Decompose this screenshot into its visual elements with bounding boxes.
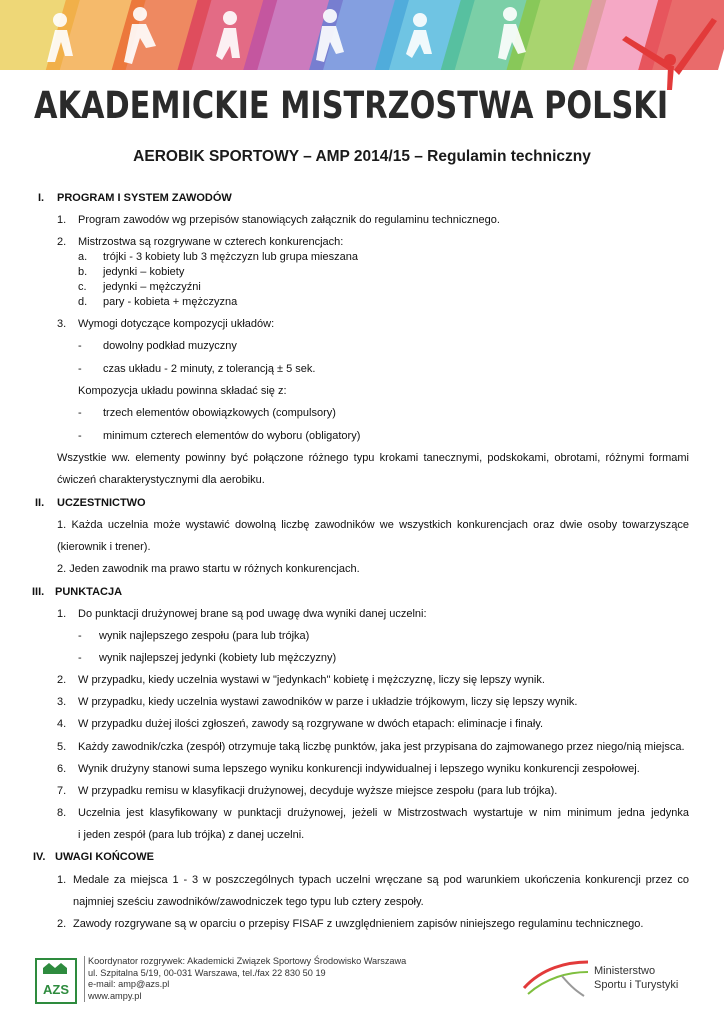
list-item: W przypadku remisu w klasyfikacji drużynowej, decyduje wyższe miejsce zespołu (para lub trójka). — [78, 785, 558, 797]
list-item: i jeden zespół (para lub trójka) z danej uczelni. — [78, 829, 305, 841]
section-title: UWAGI KOŃCOWE — [55, 851, 154, 863]
item-number: 6. — [57, 763, 67, 775]
item-number: 3. — [57, 318, 67, 330]
list-item: Do punktacji drużynowej brane są pod uwagę dwa wyniki danej uczelni: — [78, 608, 427, 620]
footer-email[interactable]: e-mail: amp@azs.pl — [88, 979, 170, 989]
list-item: Mistrzostwa są rozgrywane w czterech konkurencjach: — [78, 236, 344, 248]
item-number: 2. — [57, 236, 67, 248]
bullet-dash: - — [78, 630, 82, 642]
section-title: PUNKTACJA — [55, 586, 123, 598]
list-item: Medale za miejsca 1 - 3 w poszczególnych typach uczelni wręczane są pod warunkiem ukończenia konkurencji przez co — [73, 874, 689, 886]
footer-contact — [88, 956, 406, 1002]
item-number: 3. — [57, 696, 67, 708]
item-number: 1. — [57, 608, 67, 620]
item-number: 2. — [57, 918, 67, 930]
list-item: Uczelnia jest klasyfikowany w punktacji drużynowej, jeżeli w Mistrzostwach wystartuje w nim minimum jedna jedynka — [78, 807, 689, 819]
section-number: II. — [35, 497, 45, 509]
list-item: Wymogi dotyczące kompozycji układów: — [78, 318, 275, 330]
azs-logo-icon — [35, 958, 77, 1004]
list-item: trójki - 3 kobiety lub 3 mężczyzn lub grupa mieszana — [103, 251, 358, 263]
ministry-line-2: Sportu i Turystyki — [594, 979, 679, 991]
ministry-logo-icon — [522, 958, 592, 998]
list-item: minimum czterech elementów do wyboru (obligatory) — [103, 430, 361, 442]
ministry-name — [594, 964, 678, 992]
item-number: 1. — [57, 214, 67, 226]
item-letter: a. — [78, 251, 88, 263]
item-letter: d. — [78, 296, 88, 308]
list-item: Wynik drużyny stanowi suma lepszego wyniku konkurencji indywidualnej i lepszego wyniku konkurencji zespołowej. — [78, 763, 640, 775]
paragraph: ćwiczeń charakterystycznymi dla aerobiku. — [57, 474, 265, 486]
item-number: 4. — [57, 718, 67, 730]
list-item: W przypadku, kiedy uczelnia wystawi w "jedynkach" kobietę i mężczyznę, liczy się lepszy wynik. — [78, 674, 545, 686]
item-letter: c. — [78, 281, 87, 293]
list-item: 2. Jeden zawodnik ma prawo startu w różnych konkurencjach. — [57, 563, 360, 575]
footer-website[interactable]: www.ampy.pl — [88, 990, 142, 1001]
section-title: UCZESTNICTWO — [57, 497, 146, 509]
section-number: I. — [38, 192, 45, 204]
paragraph: Kompozycja układu powinna składać się z: — [78, 385, 287, 397]
item-number: 8. — [57, 807, 67, 819]
list-item: wynik najlepszego zespołu (para lub trójka) — [99, 630, 310, 642]
list-item: czas układu - 2 minuty, z tolerancją ± 5 sek. — [103, 363, 316, 375]
item-number: 5. — [57, 741, 67, 753]
list-item: pary - kobieta + mężczyzna — [103, 296, 238, 308]
list-item: 1. Każda uczelnia może wystawić dowolną liczbę zawodników we wszystkich konkurencjach oraz dwie osoby towarzyszące — [57, 519, 689, 531]
list-item: trzech elementów obowiązkowych (compulsory) — [103, 407, 336, 419]
list-item: (kierownik i trener). — [57, 541, 151, 553]
page-title: AKADEMICKIE MISTRZOSTWA POLSKI — [34, 84, 669, 127]
bullet-dash: - — [78, 340, 82, 352]
item-letter: b. — [78, 266, 88, 278]
list-item: Każdy zawodnik/czka (zespół) otrzymuje taką liczbę punktów, jaka jest przypisana do zajmowanego przez niego/nią miejsca. — [78, 741, 685, 753]
list-item: wynik najlepszej jedynki (kobiety lub mężczyzny) — [99, 652, 337, 664]
section-number: III. — [32, 586, 45, 598]
bullet-dash: - — [78, 363, 82, 375]
item-number: 7. — [57, 785, 67, 797]
document-subtitle: AEROBIK SPORTOWY – AMP 2014/15 – Regulamin techniczny — [133, 148, 591, 165]
paragraph: Wszystkie ww. elementy powinny być połączone różnego typu krokami tanecznymi, podskokami, obrotami, różnymi formami — [57, 452, 689, 464]
item-number: 1. — [57, 874, 67, 886]
list-item: dowolny podkład muzyczny — [103, 340, 237, 352]
ministry-line-1: Ministerstwo — [594, 965, 656, 977]
section-title: PROGRAM I SYSTEM ZAWODÓW — [57, 192, 232, 204]
list-item: Zawody rozgrywane są w oparciu o przepisy FISAF z uwzględnieniem zapisów niniejszego regulaminu technicznego. — [73, 918, 644, 930]
bullet-dash: - — [78, 652, 82, 664]
azs-logo-text: AZS — [43, 982, 69, 997]
list-item: jedynki – mężczyźni — [103, 281, 201, 293]
footer-coordinator: Koordynator rozgrywek: Akademicki Związek Sportowy Środowisko Warszawa — [88, 956, 407, 966]
list-item: Program zawodów wg przepisów stanowiących załącznik do regulaminu technicznego. — [78, 214, 500, 226]
bullet-dash: - — [78, 407, 82, 419]
list-item: W przypadku dużej ilości zgłoszeń, zawody są rozgrywane w dwóch etapach: eliminacje i finały. — [78, 718, 544, 730]
section-number: IV. — [33, 851, 46, 863]
bullet-dash: - — [78, 430, 82, 442]
list-item: najmniej sześciu zawodników/zawodniczek tego typu lub cztery zespoły. — [73, 896, 424, 908]
list-item: W przypadku, kiedy uczelnia wystawi zawodników w parze i układzie trójkowym, liczy się lepszy wynik. — [78, 696, 578, 708]
header-banner-graphic — [0, 0, 724, 90]
item-number: 2. — [57, 674, 67, 686]
footer-address: ul. Szpitalna 5/19, 00-031 Warszawa, tel./fax 22 830 50 19 — [88, 967, 326, 978]
footer-divider — [84, 956, 85, 1002]
list-item: jedynki – kobiety — [103, 266, 185, 278]
